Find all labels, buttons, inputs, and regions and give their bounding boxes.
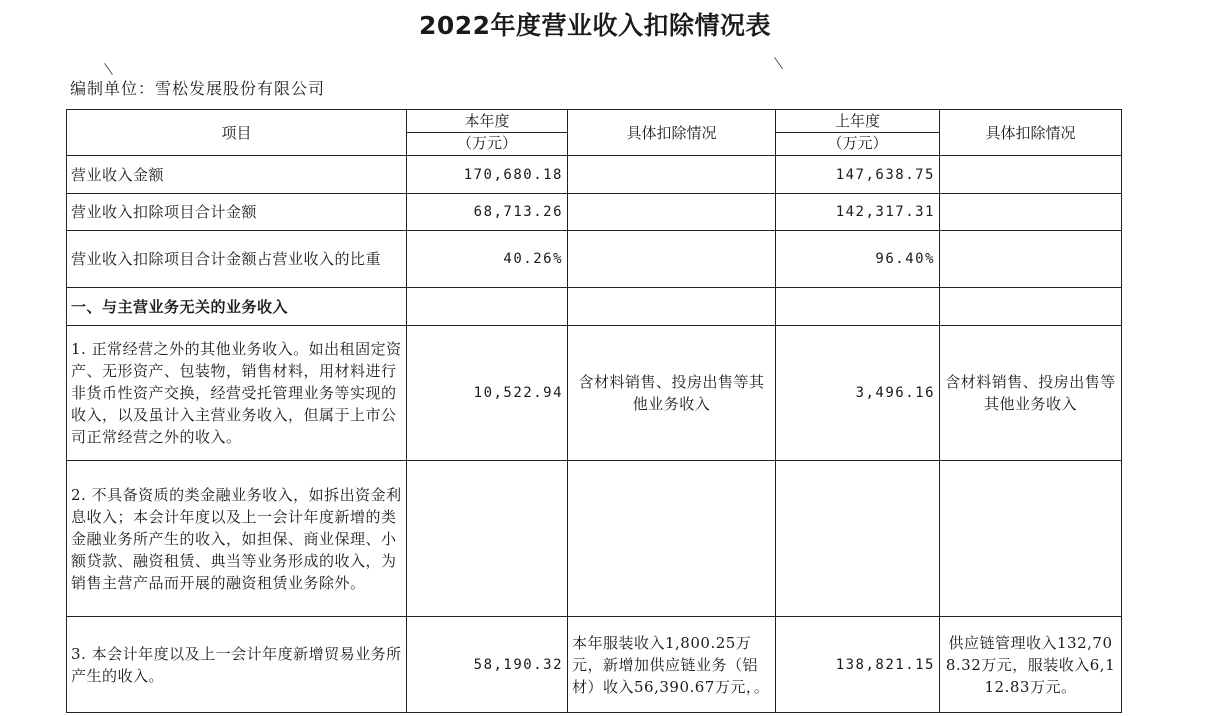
table-row [67, 288, 1122, 326]
header-prior-unit: （万元） [827, 134, 888, 152]
row-prior-value: 147,638.75 [776, 156, 940, 194]
document-title: 2022年度营业收入扣除情况表 [418, 11, 772, 40]
row-current-value: 170,680.18 [407, 156, 568, 194]
row-item: 营业收入扣除项目合计金额 [67, 194, 407, 231]
header-current-year-label: 本年度 [407, 111, 567, 133]
header-item: 项目 [67, 110, 407, 156]
row-current-detail [568, 231, 776, 288]
row-current-value: 10,522.94 [407, 326, 568, 461]
row-current-value [407, 461, 568, 617]
header-current-unit: （万元） [456, 134, 517, 152]
header-current-detail: 具体扣除情况 [568, 110, 776, 156]
row-prior-detail: 含材料销售、投房出售等其他业务收入 [940, 326, 1122, 461]
row-current-value [407, 288, 568, 326]
row-current-value: 40.26% [407, 231, 568, 288]
table-row [67, 326, 1122, 461]
table-row [67, 231, 1122, 288]
row-prior-detail [940, 156, 1122, 194]
row-current-value: 68,713.26 [407, 194, 568, 231]
row-current-value: 58,190.32 [407, 617, 568, 713]
table-row [67, 156, 1122, 194]
header-prior-year [776, 110, 940, 156]
header-prior-detail: 具体扣除情况 [940, 110, 1122, 156]
table-row [67, 194, 1122, 231]
header-current-year [407, 110, 568, 156]
row-prior-value: 96.40% [776, 231, 940, 288]
scan-mark [774, 57, 783, 69]
row-current-detail [568, 194, 776, 231]
preparer-unit: 编制单位：雪松发展股份有限公司 [70, 79, 326, 98]
scan-mark [104, 63, 113, 75]
row-prior-detail [940, 461, 1122, 617]
row-current-detail: 含材料销售、投房出售等其他业务收入 [568, 326, 776, 461]
row-prior-detail: 供应链管理收入132,708.32万元，服装收入6,112.83万元。 [940, 617, 1122, 713]
row-current-detail: 本年服装收入1,800.25万元，新增加供应链业务（铝材）收入56,390.67万元，。 [568, 617, 776, 713]
row-prior-detail [940, 288, 1122, 326]
row-current-detail [568, 461, 776, 617]
section-heading: 一、与主营业务无关的业务收入 [67, 288, 407, 326]
row-prior-detail [940, 194, 1122, 231]
row-prior-detail [940, 231, 1122, 288]
row-prior-value: 3,496.16 [776, 326, 940, 461]
row-item: 2. 不具备资质的类金融业务收入，如拆出资金利息收入；本会计年度以及上一会计年度新增的类金融业务所产生的收入，如担保、商业保理、小额贷款、融资租赁、典当等业务形成的收入，为销售主营产品而开展的融资租赁业务除外。 [67, 461, 407, 617]
row-item: 3. 本会计年度以及上一会计年度新增贸易业务所产生的收入。 [67, 617, 407, 713]
header-prior-year-label: 上年度 [776, 111, 939, 133]
row-prior-value [776, 288, 940, 326]
row-item: 营业收入扣除项目合计金额占营业收入的比重 [67, 231, 407, 288]
revenue-deduction-table [66, 109, 1122, 713]
row-current-detail [568, 288, 776, 326]
table-row [67, 617, 1122, 713]
table-row [67, 461, 1122, 617]
row-prior-value [776, 461, 940, 617]
row-prior-value: 138,821.15 [776, 617, 940, 713]
row-item: 1. 正常经营之外的其他业务收入。如出租固定资产、无形资产、包装物，销售材料，用材料进行非货币性资产交换，经营受托管理业务等实现的收入，以及虽计入主营业务收入，但属于上市公司正常经营之外的收入。 [67, 326, 407, 461]
row-item: 营业收入金额 [67, 156, 407, 194]
row-current-detail [568, 156, 776, 194]
row-prior-value: 142,317.31 [776, 194, 940, 231]
